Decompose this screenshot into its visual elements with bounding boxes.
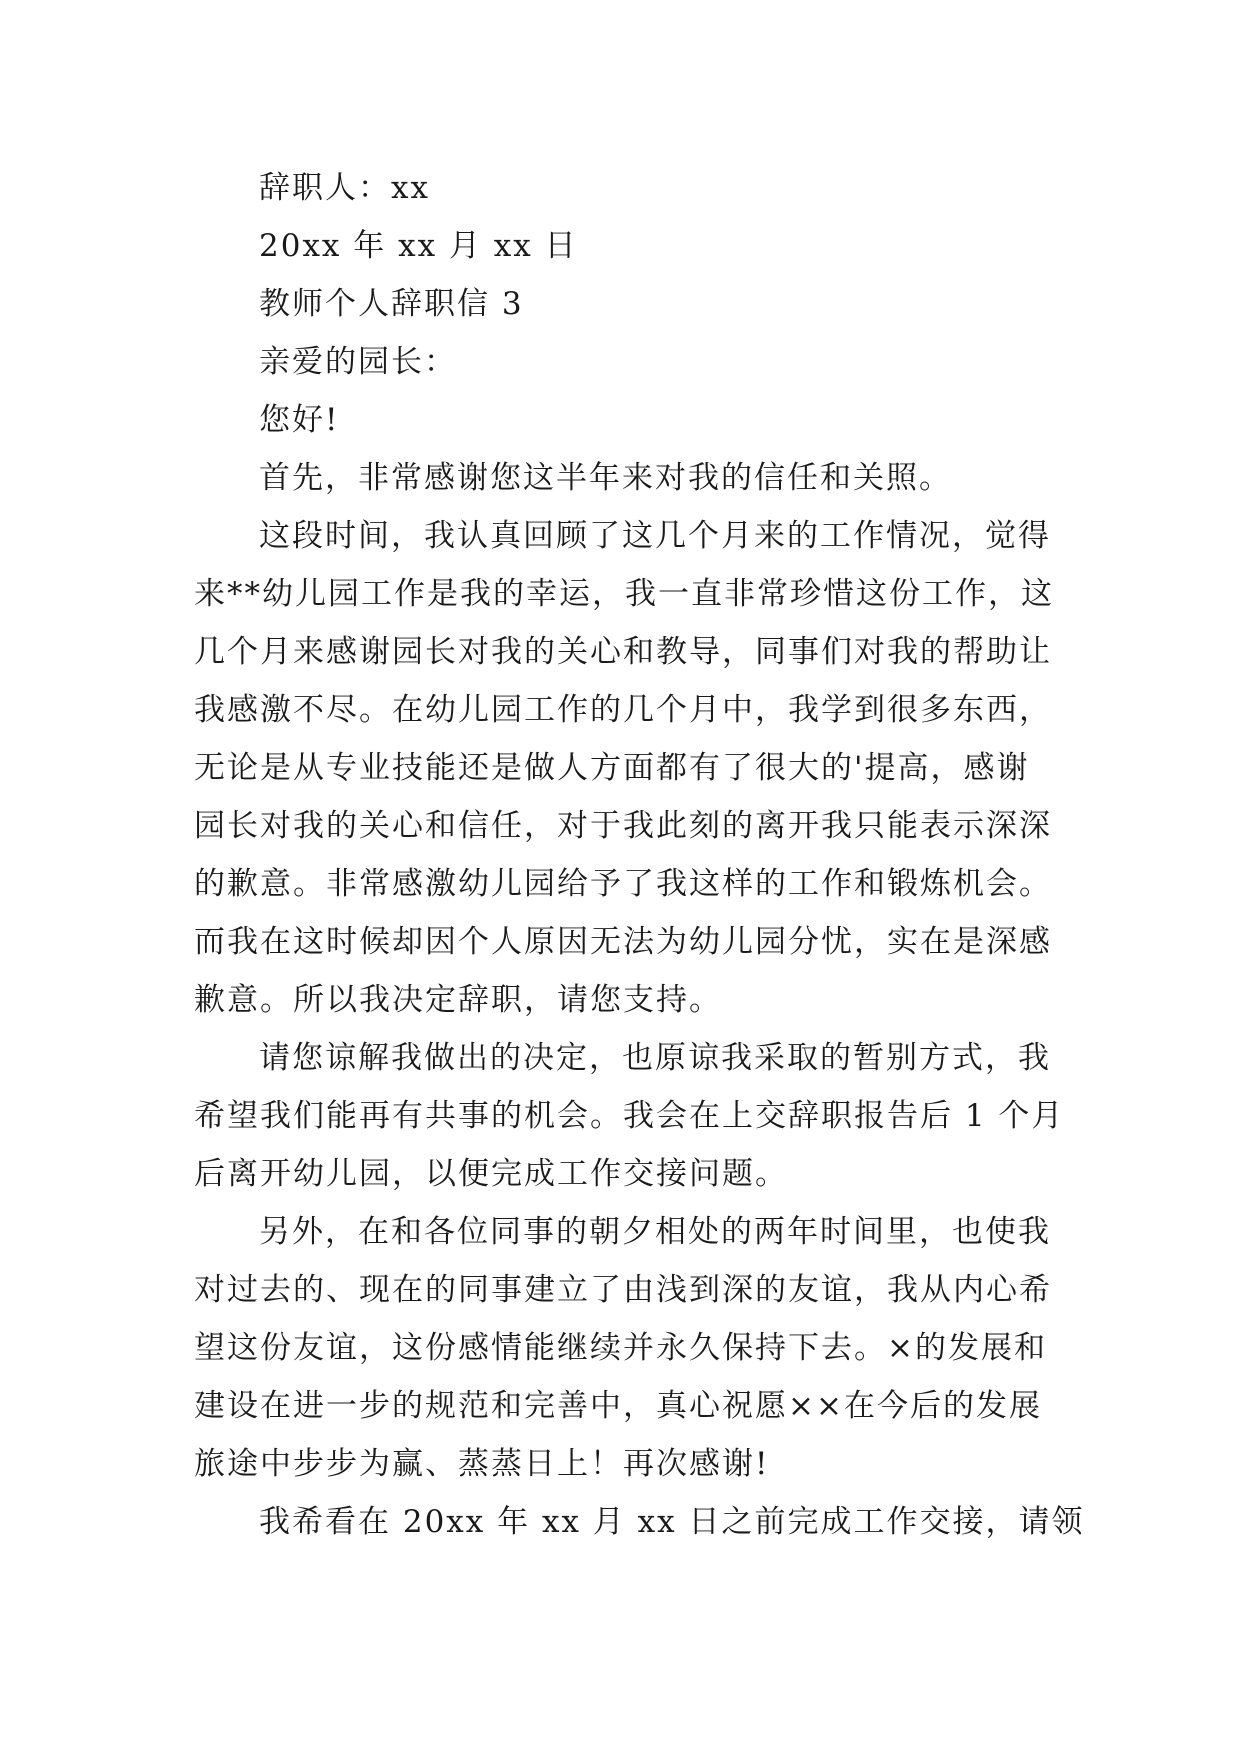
salutation: 亲爱的园长： — [259, 344, 457, 380]
letter-title: 教师个人辞职信 3 — [259, 286, 524, 322]
paragraph-line: 园长对我的关心和信任，对于我此刻的离开我只能表示深深 — [194, 808, 1052, 844]
paragraph-line: 后离开幼儿园，以便完成工作交接问题。 — [194, 1156, 788, 1192]
paragraph-line: 无论是从专业技能还是做人方面都有了很大的'提高，感谢 — [194, 750, 1030, 786]
signature-line: 辞职人：xx — [259, 170, 430, 206]
paragraph-line: 几个月来感谢园长对我的关心和教导，同事们对我的帮助让 — [194, 634, 1052, 670]
greeting: 您好! — [259, 402, 340, 438]
paragraph-line: 旅途中步步为赢、蒸蒸日上！再次感谢! — [194, 1446, 770, 1482]
paragraph-line: 歉意。所以我决定辞职，请您支持。 — [194, 982, 722, 1018]
paragraph-line: 来**幼儿园工作是我的幸运，我一直非常珍惜这份工作，这 — [194, 576, 1054, 612]
paragraph-line: 请您谅解我做出的决定，也原谅我采取的暂别方式，我 — [259, 1040, 1051, 1076]
paragraph-line: 建设在进一步的规范和完善中，真心祝愿××在今后的发展 — [194, 1388, 1042, 1424]
paragraph-line: 希望我们能再有共事的机会。我会在上交辞职报告后 1 个月 — [194, 1098, 1065, 1134]
paragraph-line: 我感激不尽。在幼儿园工作的几个月中，我学到很多东西， — [194, 692, 1052, 728]
paragraph-line: 我希看在 20xx 年 xx 月 xx 日之前完成工作交接，请领 — [259, 1504, 1085, 1540]
paragraph-line: 的歉意。非常感激幼儿园给予了我这样的工作和锻炼机会。 — [194, 866, 1052, 902]
paragraph-line: 望这份友谊，这份感情能继续并永久保持下去。×的发展和 — [194, 1330, 1047, 1366]
paragraph-line: 而我在这时候却因个人原因无法为幼儿园分忧，实在是深感 — [194, 924, 1052, 960]
paragraph-line: 另外，在和各位同事的朝夕相处的两年时间里，也使我 — [259, 1214, 1051, 1250]
paragraph-line: 首先，非常感谢您这半年来对我的信任和关照。 — [259, 460, 952, 496]
date-line: 20xx 年 xx 月 xx 日 — [259, 228, 578, 264]
paragraph-line: 这段时间，我认真回顾了这几个月来的工作情况，觉得 — [259, 518, 1051, 554]
paragraph-line: 对过去的、现在的同事建立了由浅到深的友谊，我从内心希 — [194, 1272, 1052, 1308]
